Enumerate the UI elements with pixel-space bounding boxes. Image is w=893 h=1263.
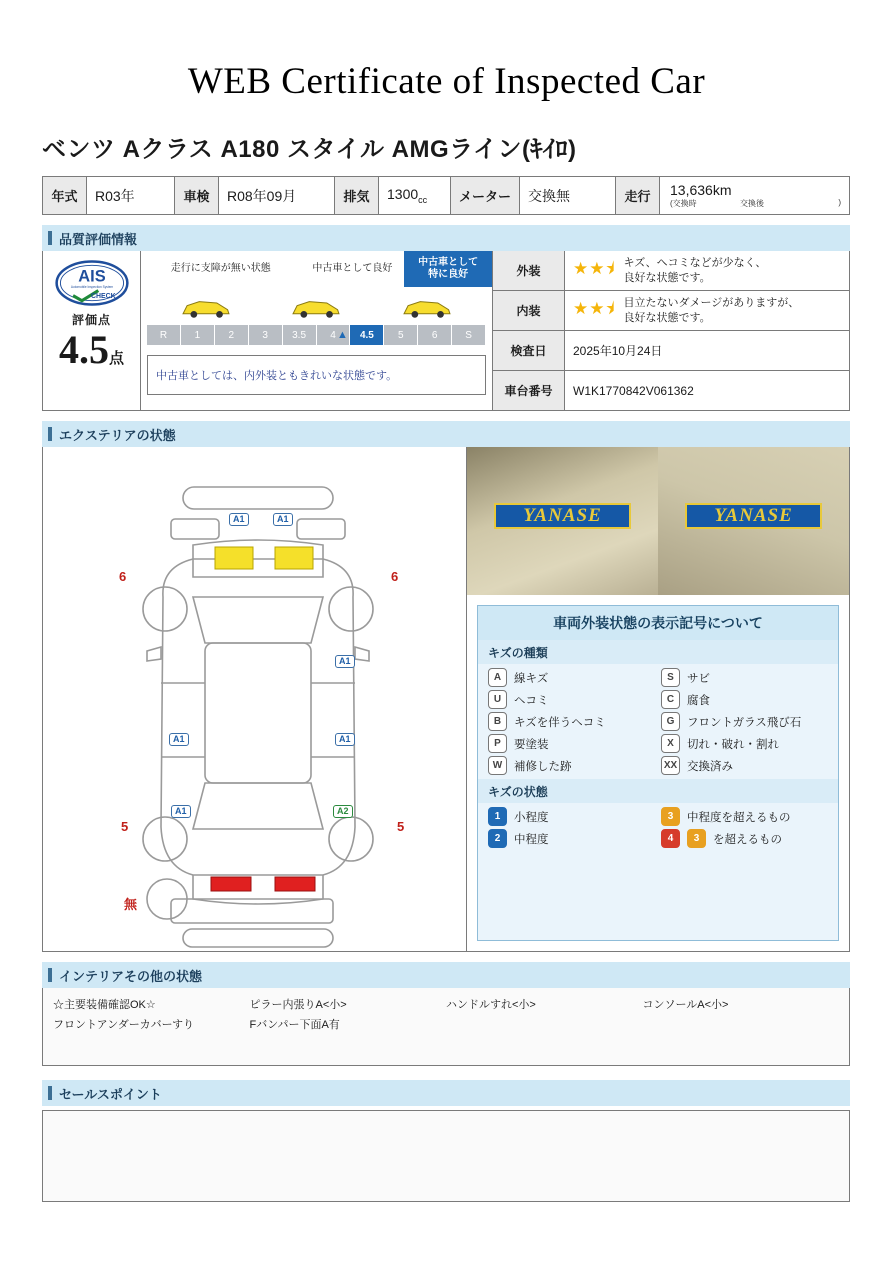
displacement-label: 排気: [335, 177, 379, 215]
section-bar-icon: [48, 427, 52, 441]
spec-table: [42, 176, 850, 215]
inspection-label: 車検: [175, 177, 219, 215]
interior-column-4: [643, 996, 840, 1057]
list-item: [661, 829, 828, 848]
table-row: [493, 371, 849, 410]
car-icon-yellow-3: [400, 293, 454, 321]
exterior-rating-line2: 良好な状態です。: [623, 271, 711, 284]
spare-tire-status: 無: [124, 897, 138, 912]
tire-depth-rear-left: 5: [121, 819, 129, 834]
legend-label-u: ヘコミ: [514, 694, 549, 707]
section-title-exterior: エクステリアの状態: [59, 427, 176, 443]
dealer-logo-1: YANASE: [494, 503, 632, 529]
section-bar-icon: [48, 968, 52, 982]
list-item: [488, 712, 655, 731]
mileage-label: 走行: [616, 177, 660, 215]
exterior-rating-line1: キズ、ヘコミなどが少なく、: [623, 256, 767, 269]
legend-label-g: フロントガラス飛び石: [687, 716, 802, 729]
code-chip-w-icon: W: [488, 756, 507, 775]
displacement-unit: cc: [418, 194, 428, 205]
interior-note: ピラー内張りA<小>: [249, 999, 347, 1011]
interior-note: コンソールA<小>: [642, 999, 729, 1011]
star-rating-icon: ★★⯨: [573, 259, 616, 278]
vehicle-photo-1[interactable]: [467, 447, 658, 595]
inspection-date-value: 2025年10月24日: [573, 344, 663, 358]
vehicle-photos: [467, 447, 849, 595]
ais-logo-icon: [54, 259, 130, 307]
mileage-note-right: ): [838, 198, 841, 207]
ais-score-panel: [43, 251, 141, 410]
exterior-block: [42, 447, 850, 952]
dealer-logo-2: YANASE: [685, 503, 823, 529]
chassis-number-label: 車台番号: [493, 371, 565, 410]
scale-cell-4-5-selected: 4.5: [350, 325, 384, 345]
legend-title: 車両外装状態の表示記号について: [478, 606, 838, 640]
page-title: WEB Certificate of Inspected Car: [187, 61, 706, 102]
interior-note: フロントアンダーカバーすり: [53, 1018, 195, 1031]
scale-cell-2: 2: [215, 325, 249, 345]
section-header-interior: [42, 962, 850, 988]
grade-car-icons: [141, 287, 492, 323]
score-label: 評価点: [71, 313, 111, 327]
code-chip-g-icon: G: [661, 712, 680, 731]
mileage-note-mid: 交換後: [740, 199, 765, 208]
legend-label-c: 腐食: [687, 694, 710, 707]
meter-value: 交換無: [520, 177, 616, 215]
mileage-value-cell: [660, 177, 850, 215]
score-unit: 点: [108, 351, 124, 367]
svg-text:AIS: AIS: [77, 267, 106, 286]
interior-rating-text: [624, 296, 800, 326]
sales-point-body: [42, 1110, 850, 1202]
code-chip-a-icon: A: [488, 668, 507, 687]
interior-column-1: [53, 996, 250, 1057]
legend-damage-types: [478, 664, 838, 779]
scale-cell-4: 4: [317, 325, 351, 345]
svg-text:Automobile Inspection System: Automobile Inspection System: [70, 285, 113, 290]
interior-note: Fバンパー下面A有: [249, 1018, 340, 1031]
quality-block: [42, 251, 850, 411]
car-outline-svg: [43, 447, 467, 950]
table-row: [493, 251, 849, 291]
scale-cell-1: 1: [181, 325, 215, 345]
damage-badge-a1-front-right[interactable]: A1: [273, 513, 293, 526]
interior-rating-line2: 良好な状態です。: [623, 311, 711, 324]
displacement-value: [379, 177, 451, 215]
interior-notes: [42, 988, 850, 1066]
year-value: R03年: [87, 177, 175, 215]
table-row: [43, 177, 850, 215]
list-item: [661, 668, 828, 687]
list-item: [661, 734, 828, 753]
legend-label-s: サビ: [687, 672, 710, 685]
scale-cell-3: 3: [249, 325, 283, 345]
code-chip-x-icon: X: [661, 734, 680, 753]
scale-cell-3-5: 3.5: [283, 325, 317, 345]
quality-note: 中古車としては、内外装ともきれいな状態です。: [147, 355, 486, 395]
scale-cell-S: S: [452, 325, 486, 345]
section-header-exterior: [42, 421, 850, 447]
meter-label: メーター: [451, 177, 520, 215]
damage-badge-a1-rear-left[interactable]: A1: [171, 805, 191, 818]
year-label: 年式: [43, 177, 87, 215]
scale-cell-R: R: [147, 325, 181, 345]
exterior-rating-value: [565, 251, 849, 290]
code-chip-xx-icon: XX: [661, 756, 680, 775]
list-item: [488, 756, 655, 775]
legend-label-state-1: 小程度: [514, 811, 549, 824]
tire-depth-front-right: 6: [391, 569, 399, 584]
interior-note: ☆主要装備確認OK☆: [53, 999, 156, 1011]
legend-label-x: 切れ・破れ・割れ: [687, 738, 779, 751]
mileage-note: [670, 198, 841, 209]
legend-damage-type-header: キズの種類: [478, 640, 838, 664]
section-header-quality: [42, 225, 850, 251]
section-bar-icon: [48, 231, 52, 245]
legend-label-w: 補修した跡: [514, 760, 572, 773]
list-item: [488, 829, 655, 848]
list-item: [488, 807, 655, 826]
legend-label-p: 要塗装: [514, 738, 549, 751]
vehicle-photo-2[interactable]: [658, 447, 849, 595]
damage-badge-a1-side-left[interactable]: A1: [169, 733, 189, 746]
car-icon-yellow-2: [289, 293, 343, 321]
code-chip-p-icon: P: [488, 734, 507, 753]
grade-columns: [141, 251, 492, 287]
interior-rating-line1: 目立たないダメージがありますが、: [623, 296, 800, 309]
grade-scale-panel: [141, 251, 493, 410]
displacement-number: 1300: [387, 186, 419, 203]
scale-cell-6: 6: [418, 325, 452, 345]
legend-label-b: キズを伴うヘコミ: [514, 716, 606, 729]
exterior-right-column: [467, 447, 849, 951]
quality-rows: [493, 251, 849, 410]
legend-label-xx: 交換済み: [687, 760, 733, 773]
legend-label-state-4: を超えるもの: [713, 833, 782, 846]
list-item: [661, 756, 828, 775]
legend-panel: [477, 605, 839, 941]
code-chip-s-icon: S: [661, 668, 680, 687]
state-chip-1-icon: 1: [488, 807, 507, 826]
code-chip-b-icon: B: [488, 712, 507, 731]
interior-column-3: [446, 996, 643, 1057]
car-damage-diagram: [43, 447, 467, 951]
section-title-quality: 品質評価情報: [59, 231, 138, 247]
interior-rating-value: [565, 291, 849, 330]
grade-scale: [147, 325, 486, 345]
section-bar-icon: [48, 1086, 52, 1100]
table-row: [493, 331, 849, 371]
list-item: [661, 807, 828, 826]
legend-label-a: 線キズ: [514, 672, 549, 685]
scale-pointer-icon: ▲: [337, 329, 348, 341]
section-title-sales: セールスポイント: [59, 1086, 162, 1102]
damage-badge-a2-rear-right[interactable]: A2: [333, 805, 353, 818]
state-chip-3b-icon: 3: [687, 829, 706, 848]
interior-column-2: [250, 996, 447, 1057]
legend-damage-states: [478, 803, 838, 852]
state-chip-3-icon: 3: [661, 807, 680, 826]
state-chip-4-icon: 4: [661, 829, 680, 848]
damage-badge-a1-side-right[interactable]: A1: [335, 733, 355, 746]
chassis-number-value: W1K1770842V061362: [573, 383, 694, 398]
scale-cell-5: 5: [384, 325, 418, 345]
exterior-rating-label: 外装: [493, 251, 565, 290]
section-header-sales: [42, 1080, 850, 1106]
grade-column-2: 中古車として良好: [312, 263, 393, 274]
car-name: ベンツ Aクラス A180 スタイル AMGライン(ｷｲﾛ): [42, 136, 577, 163]
car-icon-yellow-1: [179, 293, 233, 321]
list-item: [661, 712, 828, 731]
damage-badge-a1-front-left[interactable]: A1: [229, 513, 249, 526]
inspection-date-label: 検査日: [493, 331, 565, 370]
list-item: [661, 690, 828, 709]
tire-depth-front-left: 6: [119, 569, 127, 584]
inspection-value: R08年09月: [219, 177, 335, 215]
state-chip-2-icon: 2: [488, 829, 507, 848]
section-title-interior: インテリアその他の状態: [59, 968, 203, 984]
code-chip-u-icon: U: [488, 690, 507, 709]
grade-column-1: 走行に支障が無い状態: [170, 263, 271, 274]
mileage-note-left: (交換時: [670, 199, 697, 208]
interior-note: ハンドルすれ<小>: [446, 999, 536, 1011]
interior-rating-label: 内装: [493, 291, 565, 330]
svg-text:CHECK: CHECK: [90, 293, 116, 301]
legend-damage-state-header: キズの状態: [478, 779, 838, 803]
mileage-value: 13,636km: [670, 182, 732, 198]
damage-badge-a1-side-right-front[interactable]: A1: [335, 655, 355, 668]
list-item: [488, 734, 655, 753]
exterior-rating-text: [624, 256, 767, 286]
tire-depth-rear-right: 5: [397, 819, 405, 834]
score-value-wrap: [58, 327, 124, 372]
table-row: [493, 291, 849, 331]
score-value: 4.5: [58, 327, 109, 372]
grade-column-3: 中古車として 特に良好: [404, 251, 492, 287]
legend-label-state-3: 中程度を超えるもの: [687, 811, 791, 824]
list-item: [488, 668, 655, 687]
star-rating-icon: ★★⯨: [573, 299, 616, 318]
code-chip-c-icon: C: [661, 690, 680, 709]
list-item: [488, 690, 655, 709]
legend-label-state-2: 中程度: [514, 833, 549, 846]
